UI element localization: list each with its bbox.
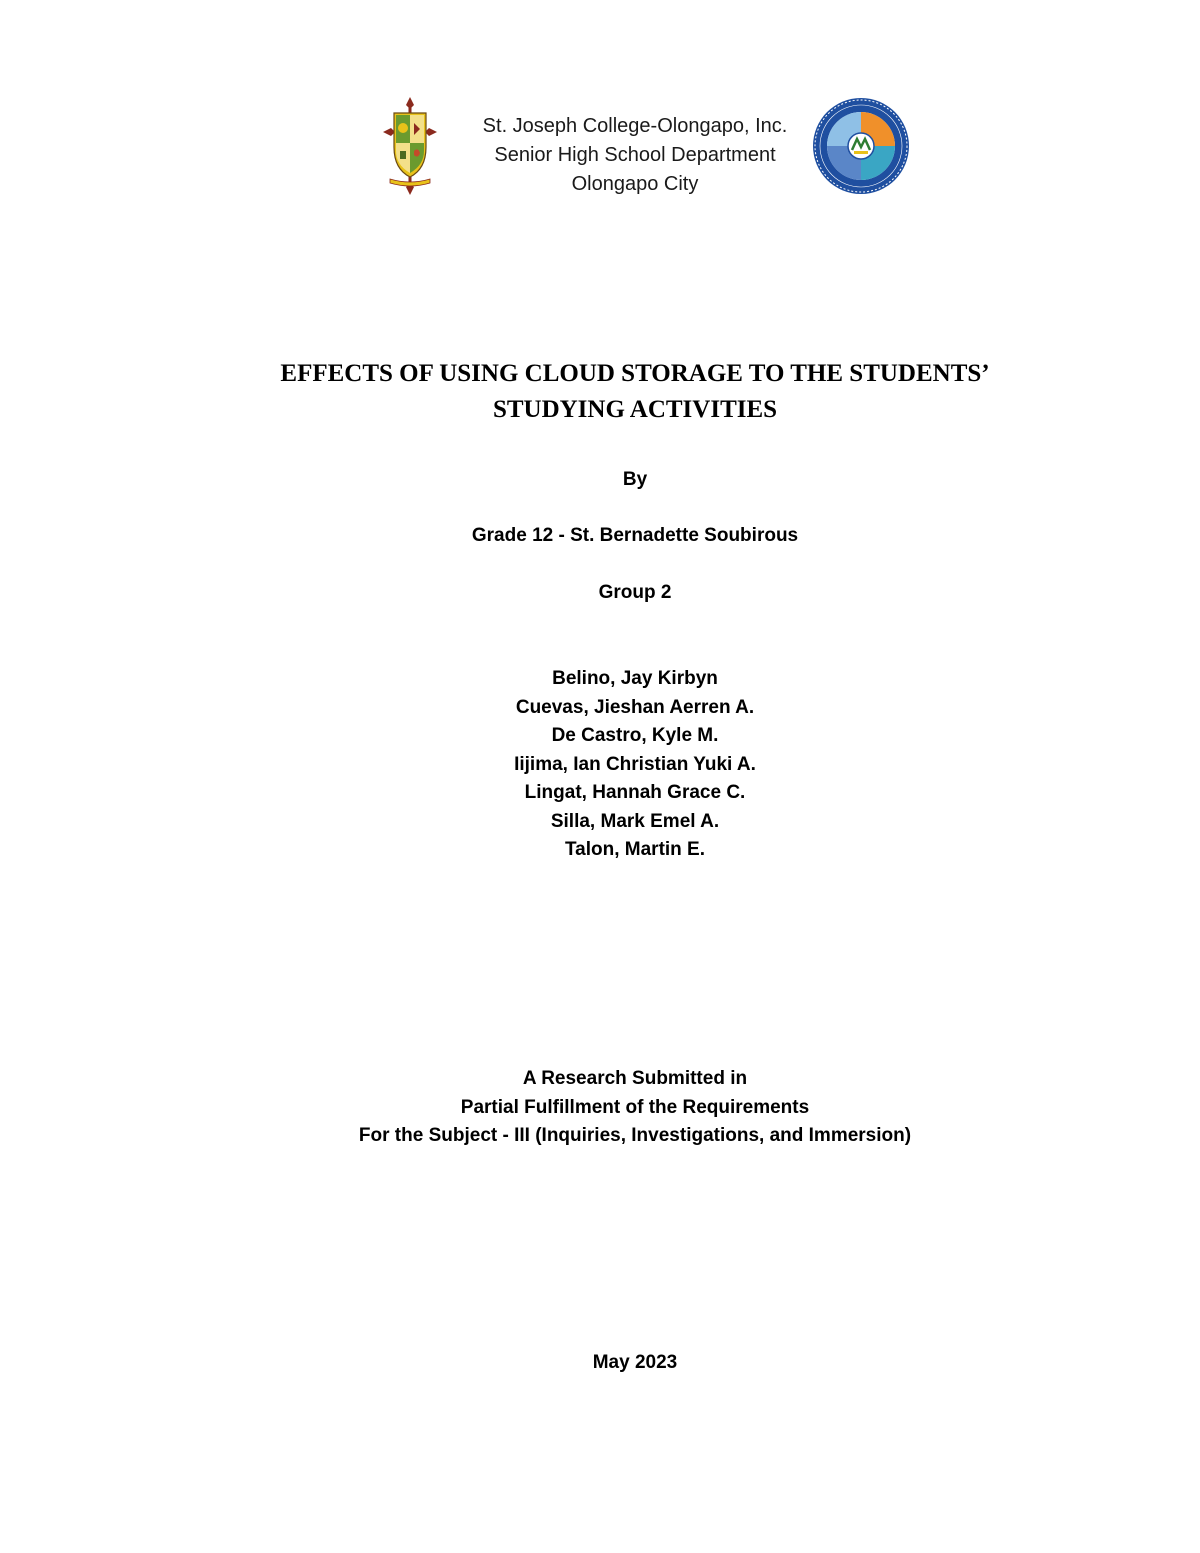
submission-date: May 2023 — [592, 1352, 678, 1373]
author-name: Belino, Jay Kirbyn — [552, 668, 718, 689]
title-line-2: STUDYING ACTIVITIES — [492, 396, 778, 423]
department-name: Senior High School Department — [494, 144, 776, 166]
author-name: De Castro, Kyle M. — [551, 725, 719, 746]
author-name: Cuevas, Jieshan Aerren A. — [515, 696, 755, 718]
school-name: St. Joseph College-Olongapo, Inc. — [482, 115, 788, 137]
section-label: Grade 12 - St. Bernadette Soubirous — [471, 525, 799, 546]
submission-line-1: A Research Submitted in — [522, 1068, 748, 1089]
author-name: Talon, Martin E. — [564, 839, 706, 860]
submission-line-2: Partial Fulfillment of the Requirements — [460, 1096, 810, 1118]
by-label: By — [622, 469, 648, 490]
school-info — [455, 112, 815, 199]
school-crest-icon — [382, 95, 438, 197]
document-header — [0, 95, 1200, 200]
submission-line-3: For the Subject - III (Inquiries, Investigations, and Immersion) — [358, 1125, 912, 1146]
author-name: Iijima, Ian Christian Yuki A. — [514, 753, 756, 775]
city-name: Olongapo City — [571, 173, 699, 195]
department-seal-icon — [812, 97, 910, 195]
submission-statement — [0, 1065, 1200, 1151]
author-list — [0, 665, 1200, 865]
author-name: Silla, Mark Emel A. — [550, 810, 720, 832]
group-label: Group 2 — [598, 582, 672, 603]
author-name: Lingat, Hannah Grace C. — [524, 782, 746, 803]
research-title — [100, 356, 1170, 428]
title-line-1: EFFECTS OF USING CLOUD STORAGE TO THE STUDENTS’ — [280, 360, 990, 387]
